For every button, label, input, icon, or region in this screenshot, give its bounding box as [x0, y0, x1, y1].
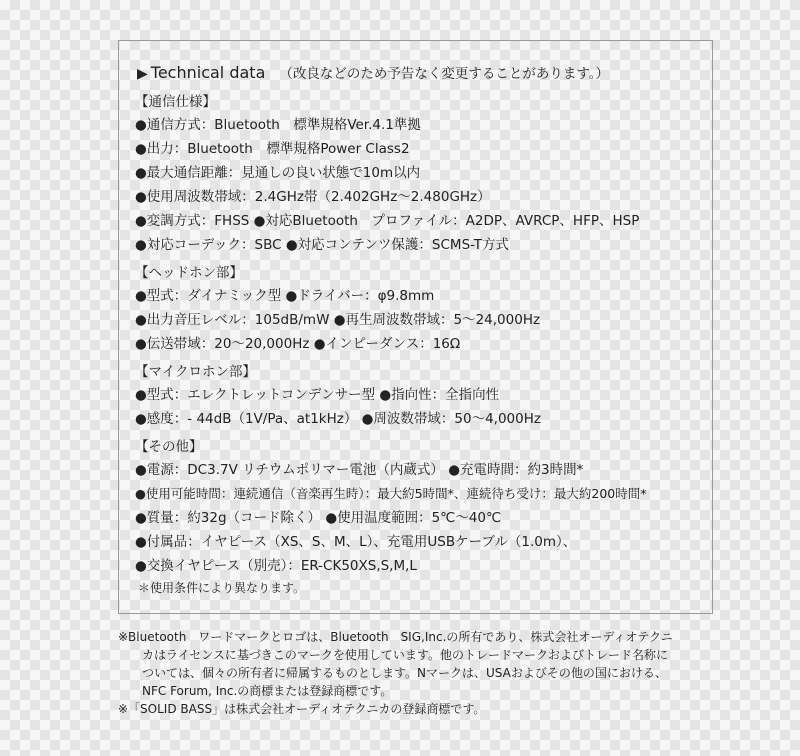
spec-usage-note: ＊使用条件により異なります。 [138, 581, 306, 595]
page-heading [137, 63, 609, 84]
spec-line: ●電源：DC3.7V リチウムポリマー電池（内蔵式） ●充電時間：約3時間* [135, 462, 584, 478]
footnote-line: カはライセンスに基づきこのマークを使用しています。他のトレードマークおよびトレード名称に [142, 648, 668, 662]
spec-line: ●対応コーデック：SBC ●対応コンテンツ保護：SCMS-T方式 [135, 237, 510, 253]
section-title-other: 【その他】 [135, 439, 203, 455]
footnote-line: ※Bluetooth ワードマークとロゴは、Bluetooth SIG,Inc.の所有であり、株式会社オーディオテクニ [118, 630, 673, 644]
spec-list [135, 92, 705, 598]
triangle-marker-icon: ▶ [137, 66, 148, 82]
footnotes [118, 628, 718, 718]
spec-line: ●交換イヤピース（別売）：ER-CK50XS,S,M,L [135, 558, 417, 574]
footnote-line: ※「SOLID BASS」は株式会社オーディオテクニカの登録商標です。 [118, 702, 486, 716]
heading-title: Technical data [150, 63, 266, 82]
spec-line: ●型式：ダイナミック型 ●ドライバー：φ9.8mm [135, 288, 435, 304]
spec-line: ●通信方式：Bluetooth 標準規格Ver.4.1準拠 [135, 117, 421, 133]
spec-line: ●最大通信距離：見通しの良い状態で10m以内 [135, 165, 421, 181]
section-title-communication: 【通信仕様】 [135, 94, 216, 110]
spec-line: ●伝送帯域：20〜20,000Hz ●インピーダンス：16Ω [135, 336, 461, 352]
spec-line: ●質量：約32g（コード除く） ●使用温度範囲：5℃〜40℃ [135, 510, 502, 526]
spec-line: ●変調方式：FHSS ●対応Bluetooth プロファイル：A2DP、AVRCP、HFP、HSP [135, 213, 640, 229]
spec-line: ●感度：- 44dB（1V/Pa、at1kHz） ●周波数帯域：50〜4,000Hz [135, 411, 541, 427]
section-title-headphone: 【ヘッドホン部】 [135, 265, 243, 281]
footnote-line: NFC Forum, Inc.の商標または登録商標です。 [142, 684, 393, 698]
footnote-line: ついては、個々の所有者に帰属するものとします。Nマークは、USAおよびその他の国における、 [142, 666, 667, 680]
heading-note: （改良などのため予告なく変更することがあります。） [279, 66, 610, 82]
spec-line: ●出力：Bluetooth 標準規格Power Class2 [135, 141, 410, 157]
spec-line: ●型式：エレクトレットコンデンサー型 ●指向性：全指向性 [135, 387, 500, 403]
section-title-microphone: 【マイクロホン部】 [135, 364, 256, 380]
spec-line: ●使用可能時間：連続通信（音楽再生時）：最大約5時間*、連続待ち受け：最大約200時間* [135, 486, 647, 501]
spec-line: ●出力音圧レベル：105dB/mW ●再生周波数帯域：5〜24,000Hz [135, 312, 541, 328]
spec-line: ●使用周波数帯域：2.4GHz帯（2.402GHz〜2.480GHz） [135, 189, 491, 205]
spec-line: ●付属品：イヤピース（XS、S、M、L）、充電用USBケーブル（1.0m）、 [135, 534, 577, 550]
